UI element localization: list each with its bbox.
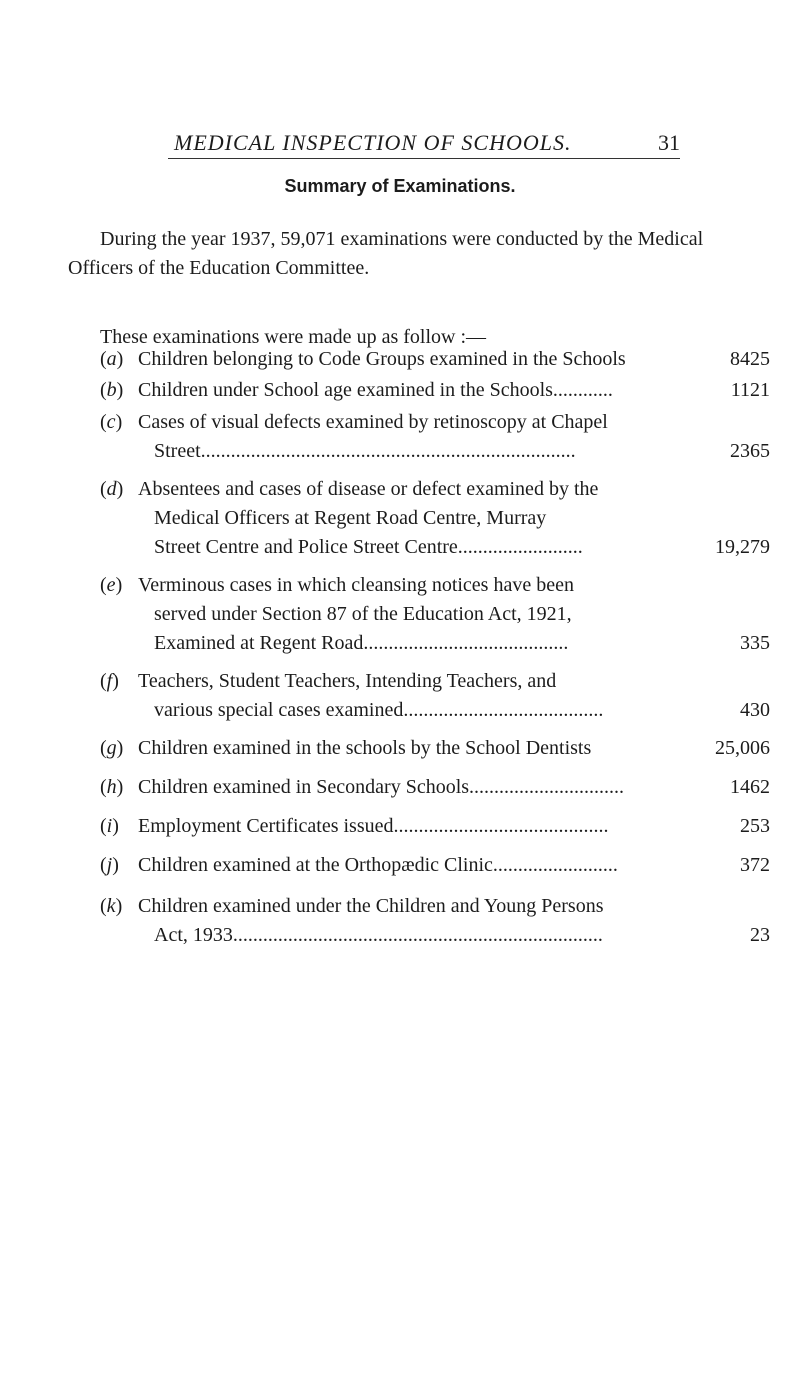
item-text: Street........................................................................... <box>154 440 576 462</box>
item-count: 253 <box>740 815 770 837</box>
item-label: (j) <box>100 854 119 876</box>
item-text: Absentees and cases of disease or defect examined by the <box>138 478 599 500</box>
intro-paragraph: During the year 1937, 59,071 examinations were conducted by the Medical Officers of the Education Committee. <box>68 228 704 279</box>
lead-in-paragraph: These examinations were made up as follow :— <box>100 326 486 348</box>
item-count: 335 <box>740 632 770 654</box>
item-text: Children examined under the Children and Young Persons <box>138 895 604 917</box>
item-count: 25,006 <box>715 737 770 759</box>
item-text: Medical Officers at Regent Road Centre, Murray <box>154 507 547 529</box>
item-text: served under Section 87 of the Education Act, 1921, <box>154 603 572 625</box>
item-text: Verminous cases in which cleansing notices have been <box>138 574 574 596</box>
item-text: Teachers, Student Teachers, Intending Teachers, and <box>138 670 557 692</box>
item-label: (a) <box>100 348 124 370</box>
item-count: 2365 <box>730 440 770 462</box>
item-text: Children under School age examined in the Schools............ <box>138 379 613 401</box>
item-label: (g) <box>100 737 124 759</box>
item-label: (i) <box>100 815 119 837</box>
item-count: 372 <box>740 854 770 876</box>
item-text: Examined at Regent Road......................................... <box>154 632 569 654</box>
item-text: Street Centre and Police Street Centre......................... <box>154 536 583 558</box>
item-count: 1121 <box>730 379 770 401</box>
item-label: (d) <box>100 478 124 500</box>
item-count: 1462 <box>730 776 770 798</box>
item-text: Employment Certificates issued........................................... <box>138 815 609 837</box>
item-text: Cases of visual defects examined by retinoscopy at Chapel <box>138 411 608 433</box>
running-title: MEDICAL INSPECTION OF SCHOOLS. <box>174 130 572 155</box>
item-count: 8425 <box>730 348 770 370</box>
item-text: various special cases examined........................................ <box>154 699 604 721</box>
running-header <box>168 130 680 159</box>
page-number: 31 <box>658 130 680 155</box>
item-label: (h) <box>100 776 124 798</box>
item-count: 23 <box>750 924 770 946</box>
item-text: Children examined at the Orthopædic Clinic......................... <box>138 854 618 876</box>
item-text: Act, 1933.......................................................................... <box>154 924 603 946</box>
item-count: 430 <box>740 699 770 721</box>
item-label: (c) <box>100 411 123 433</box>
item-text: Children belonging to Code Groups examined in the Schools <box>138 348 626 370</box>
item-label: (e) <box>100 574 123 596</box>
item-label: (k) <box>100 895 123 917</box>
section-heading: Summary of Examinations. <box>284 176 516 196</box>
item-count: 19,279 <box>715 536 770 558</box>
item-text: Children examined in Secondary Schools............................... <box>138 776 625 798</box>
item-label: (b) <box>100 379 124 401</box>
item-text: Children examined in the schools by the School Dentists <box>138 737 592 759</box>
item-label: (f) <box>100 670 119 692</box>
